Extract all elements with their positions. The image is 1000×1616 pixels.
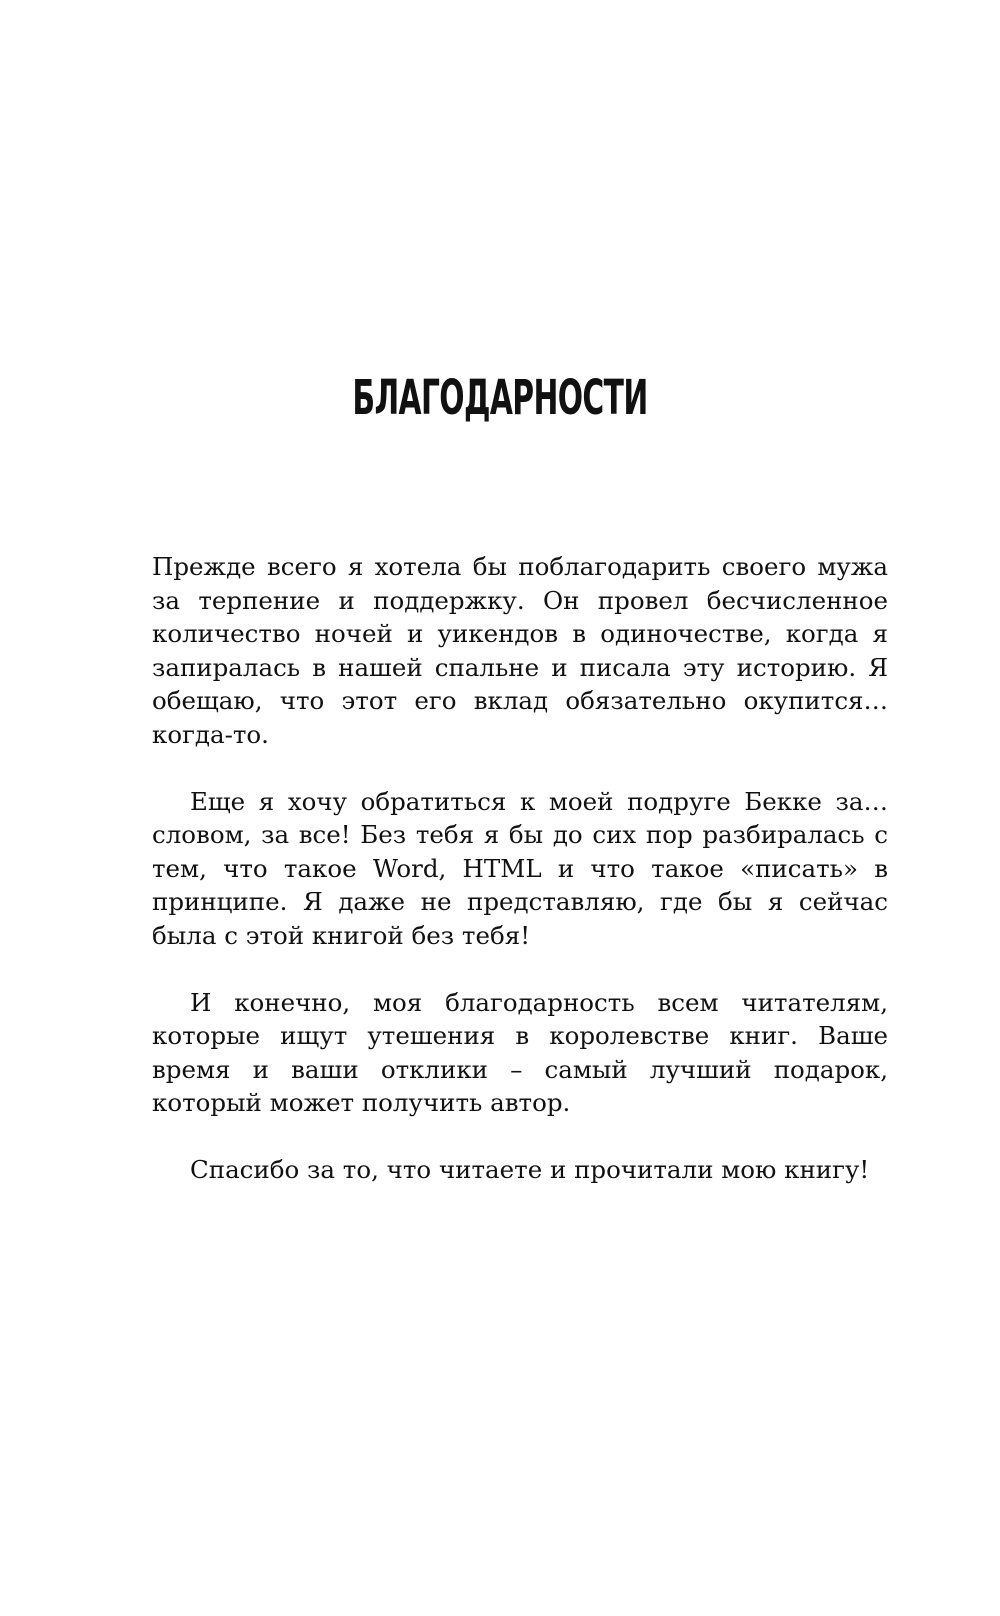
paragraph-friend: Еще я хочу обратиться к моей подруге Бекке за… словом, за все! Без тебя я бы до сих пор разбиралась с тем, что такое Word, HTML и что такое «писать» в принципе. Я даже не представляю, где бы я сейчас была с этой книгой без тебя! bbox=[152, 786, 888, 950]
acknowledgements-body bbox=[152, 550, 888, 1220]
paragraph-thanks: Спасибо за то, что читаете и прочитали мою книгу! bbox=[190, 1155, 870, 1184]
page-heading: БЛАГОДАРНОСТИ bbox=[352, 370, 648, 426]
paragraph-readers: И конечно, моя благодарность всем читателям, которые ищут утешения в королевстве книг. Ваше время и ваши отклики – самый лучший подарок, который может получить автор. bbox=[152, 987, 888, 1117]
paragraph-husband: Прежде всего я хотела бы поблагодарить своего мужа за терпение и поддержку. Он провел бесчисленное количество ночей и уикендов в одиночестве, когда я запиралась в нашей спальне и писала эту историю. Я обещаю, что этот его вклад обязательно окупится… когда-то. bbox=[152, 552, 888, 749]
